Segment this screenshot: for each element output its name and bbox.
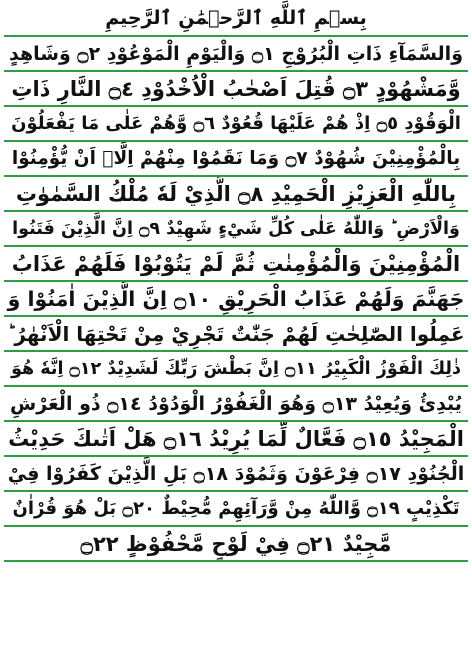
verse-line <box>4 352 468 387</box>
verse-line <box>4 492 468 527</box>
verse-line <box>4 317 468 352</box>
verse-text: جَهَنَّمَ وَلَهُمْ عَذَابُ الْحَرِيْقِ ۝١٠ اِنَّ الَّذِيْنَ اٰمَنُوْا وَ <box>7 286 465 311</box>
verse-text: عَمِلُوا الصّٰلِحٰتِ لَهُمْ جَنّٰتٌ تَجْرِيْ مِنْ تَحْتِهَا الْاَنْهٰرُ ؕ <box>7 321 465 346</box>
verse-text: تَكْذِيْبٍ ۝١٩ وَّاللّٰهُ مِنْ وَّرَآئِهِمْ مُّحِيْطٌ ۝٢٠ بَلْ هُوَ قُرْاٰنٌ <box>12 498 460 519</box>
verse-line <box>4 282 468 317</box>
verse-line <box>4 212 468 247</box>
verse-line <box>4 247 468 282</box>
verse-line <box>4 422 468 457</box>
verse-line <box>4 72 468 107</box>
verse-text: الْوَقُوْدِ ۝٥ اِذْ هُمْ عَلَيْهَا قُعُوْدٌ ۝٦ وَّهُمْ عَلٰى مَا يَفْعَلُوْنَ <box>11 113 461 134</box>
verse-line <box>4 527 468 562</box>
verse-line <box>4 562 468 597</box>
verse-line <box>4 107 468 142</box>
verse-text: الْمَجِيْدُ ۝١٥ فَعَّالٌ لِّمَا يُرِيْدُ ۝١٦ هَلْ اَتٰىكَ حَدِيْثُ <box>8 426 464 451</box>
verse-text: الْجُنُوْدِ ۝١٧ فِرْعَوْنَ وَثَمُوْدَ ۝١٨ بَلِ الَّذِيْنَ كَفَرُوْا فِيْ <box>7 462 465 485</box>
verse-text: مَّجِيْدٌ ۝٢١ فِيْ لَوْحٍ مَّحْفُوْظٍ ۝٢٢ <box>80 531 392 556</box>
verse-text: وَالْاَرْضِ ؕ وَاللّٰهُ عَلٰى كُلِّ شَيْءٍ شَهِيْدٌ ۝٩ اِنَّ الَّذِيْنَ فَتَنُوا <box>12 218 460 239</box>
verse-line <box>4 387 468 422</box>
verse-text: يُبْدِئُ وَيُعِيْدُ ۝١٣ وَهُوَ الْغَفُوْرُ الْوَدُوْدُ ۝١٤ ذُو الْعَرْشِ <box>10 392 462 415</box>
bismillah-text: بِسۡمِ ٱللَّهِ ٱلرَّحۡمَٰنِ ٱلرَّحِيمِ <box>105 6 367 29</box>
verse-line <box>4 457 468 492</box>
bismillah-line <box>4 0 468 37</box>
verse-text: وَّمَشْهُوْدٍ ۝٣ قُتِلَ اَصْحٰبُ الْاُخْدُوْدِ ۝٤ النَّارِ ذَاتِ <box>11 76 461 101</box>
verse-line <box>4 177 468 212</box>
verse-text: الْمُؤْمِنِيْنَ وَالْمُؤْمِنٰتِ ثُمَّ لَمْ يَتُوْبُوْا فَلَهُمْ عَذَابُ <box>11 251 461 276</box>
verse-text: بِالْمُؤْمِنِيْنَ شُهُوْدٌ ۝٧ وَمَا نَقَمُوْا مِنْهُمْ اِلَّاۤ اَنْ يُّؤْمِنُوْا <box>11 148 461 169</box>
verse-line <box>4 37 468 72</box>
verse-text: بِاللّٰهِ الْعَزِيْزِ الْحَمِيْدِ ۝٨ الَّذِيْ لَهٗ مُلْكُ السَّمٰوٰتِ <box>15 181 457 206</box>
verse-text: وَالسَّمَآءِ ذَاتِ الْبُرُوْجِ ۝١ وَالْيَوْمِ الْمَوْعُوْدِ ۝٢ وَشَاهِدٍ <box>8 42 464 65</box>
verse-text: ذٰلِكَ الْفَوْزُ الْكَبِيْرُ ۝١١ اِنَّ بَطْشَ رَبِّكَ لَشَدِيْدٌ ۝١٢ اِنَّهٗ هُوَ <box>11 358 461 379</box>
verse-line <box>4 142 468 177</box>
